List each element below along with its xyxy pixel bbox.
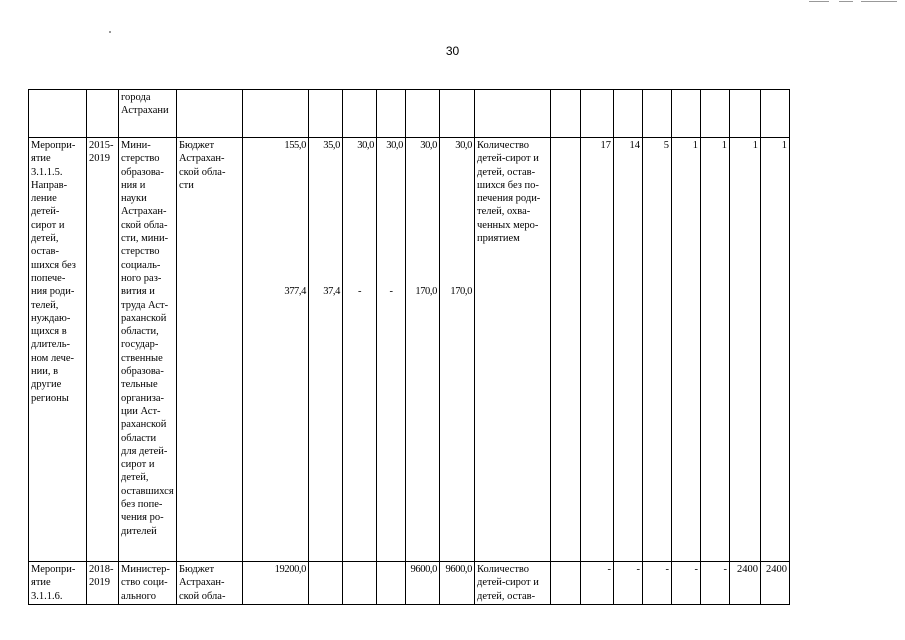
measure-executor: Министер- ство соци- ального: [121, 564, 170, 602]
cell-name: [29, 90, 87, 138]
cell-year: [309, 138, 343, 562]
cell-executor: [119, 90, 177, 138]
cell-ind-value: 2400: [761, 562, 790, 605]
cell-period: [87, 562, 119, 605]
cell-ind-value: [551, 138, 581, 562]
cell-source: [177, 90, 243, 138]
value-line2: -: [389, 286, 393, 298]
measure-period: 2015- 2019: [89, 140, 114, 165]
cell-ind-value: 5: [643, 138, 672, 562]
cell-year: [377, 90, 406, 138]
value-line1: 30,0: [420, 140, 437, 151]
cell-total: [243, 138, 309, 562]
cell-ind-value: -: [581, 562, 614, 605]
cell-name: [29, 138, 87, 562]
cell-indicator: [475, 562, 551, 605]
value-line1: 155,0: [284, 140, 306, 151]
cell-name: [29, 562, 87, 605]
cell-executor: [119, 562, 177, 605]
cell-ind-value: [730, 90, 761, 138]
cell-ind-value: 1: [761, 138, 790, 562]
funding-source: Бюджет Астрахан- ской обла-: [179, 564, 226, 602]
cell-year: [343, 138, 377, 562]
scan-speck: [109, 31, 111, 33]
cell-ind-value: 1: [730, 138, 761, 562]
cell-year: [440, 90, 475, 138]
value-line1: 30,0: [455, 140, 472, 151]
value-line2: 377,4: [284, 286, 306, 298]
page-number: 30: [445, 44, 460, 58]
indicator-text: Количество детей-сирот и детей, остав- шихся без по- печения роди- телей, охва- ченных меро- приятием: [477, 140, 541, 245]
cell-ind-value: [551, 90, 581, 138]
cell-year: [309, 562, 343, 605]
table-row-measure-3-1-1-6: [29, 562, 790, 605]
cell-total: 19200,0: [243, 562, 309, 605]
cell-year: [406, 138, 440, 562]
cell-ind-value: 17: [581, 138, 614, 562]
cell-ind-value: [614, 90, 643, 138]
measure-name: Меропри- ятие 3.1.1.6.: [31, 564, 76, 602]
cell-ind-value: 1: [701, 138, 730, 562]
cell-ind-value: -: [614, 562, 643, 605]
cell-year: 9600,0: [440, 562, 475, 605]
value-line2: 37,4: [323, 286, 340, 298]
cell-ind-value: -: [643, 562, 672, 605]
cell-year: [377, 562, 406, 605]
value-line2: -: [357, 286, 362, 298]
cell-ind-value: [643, 90, 672, 138]
cell-ind-value: 14: [614, 138, 643, 562]
cell-ind-value: [581, 90, 614, 138]
indicator-text: Количество детей-сирот и детей, остав-: [477, 564, 539, 602]
value-line2: 170,0: [450, 286, 472, 298]
measure-executor: Мини- стерство образова- ния и науки Астрахан- ской обла- сти, мини- стерство социаль- ного раз- вития и труда Аст- раханской области, государ- ственные образова- тельные организа- ции Аст- раханской области для детей- сирот и детей, оставшихся без попе- чения ро- дителей: [121, 140, 174, 537]
value-line2: 170,0: [415, 286, 437, 298]
cell-total: [243, 90, 309, 138]
scan-corner-marks: [809, 0, 899, 4]
value-line1: 30,0: [386, 140, 403, 151]
cell-ind-value: 1: [672, 138, 701, 562]
cell-ind-value: [701, 90, 730, 138]
cell-period: [87, 138, 119, 562]
value-line1: 35,0: [323, 140, 340, 151]
cell-year: [309, 90, 343, 138]
cell-year: 9600,0: [406, 562, 440, 605]
cell-ind-value: -: [672, 562, 701, 605]
cell-year: [343, 562, 377, 605]
cell-ind-value: [551, 562, 581, 605]
table-row-continuation: [29, 90, 790, 138]
measure-period: 2018- 2019: [89, 564, 114, 589]
value-line1: 30,0: [357, 140, 374, 151]
cell-indicator: [475, 138, 551, 562]
table-row-measure-3-1-1-5: [29, 138, 790, 562]
cell-source: [177, 562, 243, 605]
cell-ind-value: 2400: [730, 562, 761, 605]
cell-indicator: [475, 90, 551, 138]
cell-period: [87, 90, 119, 138]
measure-name: Меропри- ятие 3.1.1.5. Направ- ление детей- сирот и детей, остав- шихся без попече- ния роди- телей, нуждаю- щихся в длитель- ном лече- нии, в другие регионы: [31, 140, 76, 404]
cell-year: [377, 138, 406, 562]
program-measures-table: [28, 89, 790, 605]
funding-source: Бюджет Астрахан- ской обла- сти: [179, 140, 226, 191]
cell-ind-value: [672, 90, 701, 138]
cell-year: [440, 138, 475, 562]
cell-source: [177, 138, 243, 562]
executor-text: города Астрахани: [121, 92, 169, 117]
cell-ind-value: -: [701, 562, 730, 605]
cell-executor: [119, 138, 177, 562]
cell-year: [343, 90, 377, 138]
cell-year: [406, 90, 440, 138]
cell-ind-value: [761, 90, 790, 138]
